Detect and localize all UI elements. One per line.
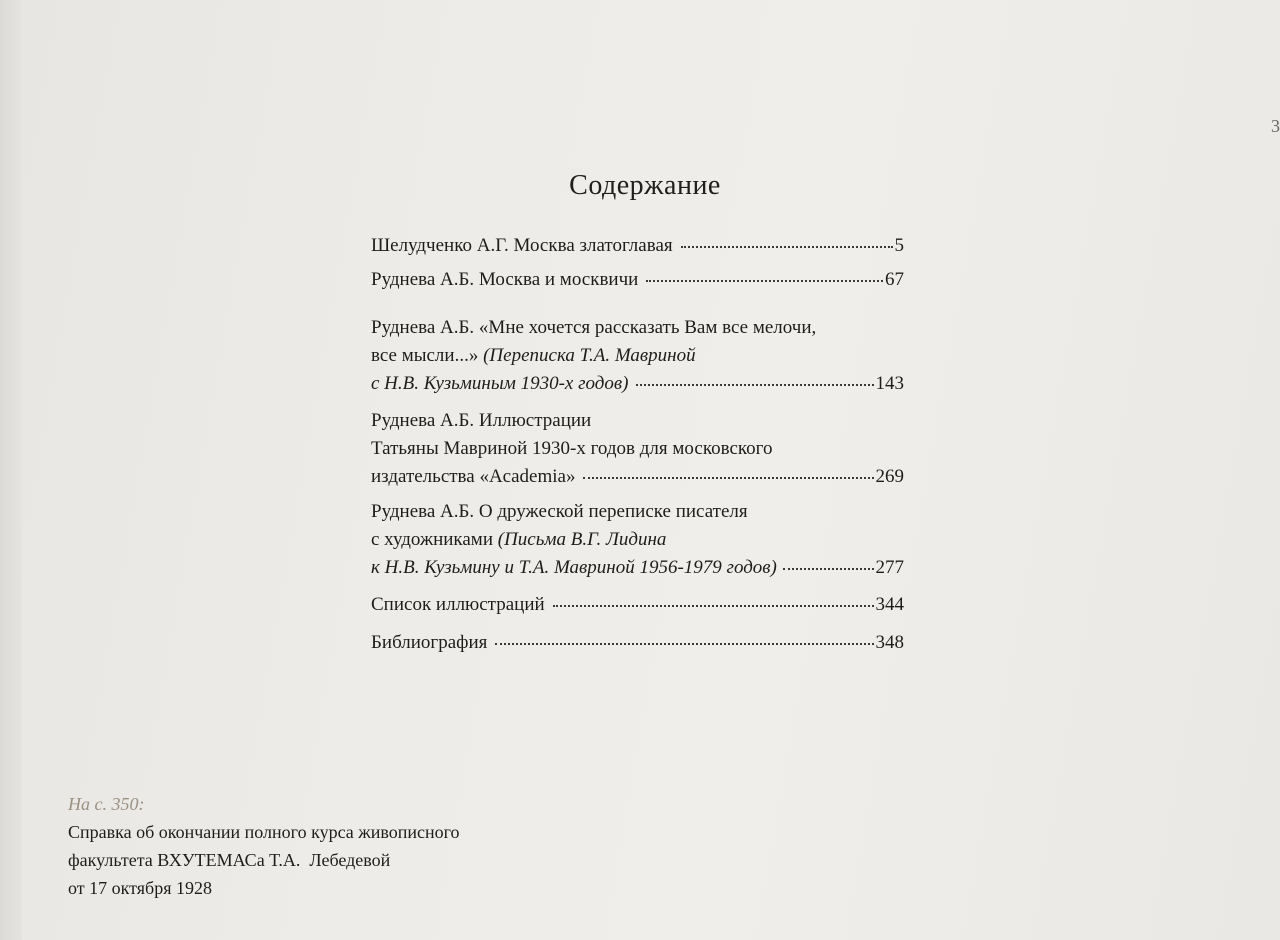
toc-entry bbox=[371, 407, 904, 491]
toc-entry-text: с художниками bbox=[371, 529, 498, 550]
toc-entry bbox=[371, 591, 904, 619]
leader-dots bbox=[636, 383, 873, 386]
toc-page-number: 269 bbox=[875, 466, 904, 487]
leader-dots bbox=[583, 476, 873, 479]
toc-entry-subtitle: к Н.В. Кузьмину и Т.А. Мавриной 1956-1979 годов) bbox=[371, 557, 777, 578]
toc-page-number: 5 bbox=[894, 235, 904, 256]
toc-entry-text: Руднева А.Б. Иллюстрации bbox=[371, 410, 592, 431]
toc-entry bbox=[371, 232, 904, 260]
caption-line: от 17 октября 1928 bbox=[68, 878, 212, 898]
toc-entry bbox=[371, 629, 904, 657]
toc-entry-subtitle: (Письма В.Г. Лидина bbox=[497, 529, 667, 550]
toc-page-number: 67 bbox=[885, 269, 904, 290]
toc-entry-text: Библиография bbox=[371, 632, 488, 653]
toc-entry-text: Руднева А.Б. «Мне хочется рассказать Вам все мелочи, bbox=[371, 317, 817, 338]
toc-entry bbox=[371, 314, 904, 398]
page-number-mark: 3 bbox=[1271, 116, 1280, 136]
page-edge bbox=[0, 0, 22, 940]
toc-entry-text: Руднева А.Б. Москва и москвичи bbox=[371, 269, 639, 290]
toc-entry-text: Татьяны Мавриной 1930-х годов для московского bbox=[371, 438, 773, 459]
toc-title: Содержание bbox=[569, 170, 721, 201]
toc-entry-text: Список иллюстраций bbox=[371, 594, 545, 615]
toc-entry-subtitle: (Переписка Т.А. Мавриной bbox=[483, 345, 696, 366]
leader-dots bbox=[495, 642, 873, 645]
illustration-caption bbox=[68, 790, 460, 902]
toc-entry bbox=[371, 266, 904, 294]
toc-entry-subtitle: с Н.В. Кузьминым 1930-х годов) bbox=[371, 373, 629, 394]
toc-entry-line bbox=[371, 342, 904, 370]
toc-entry-text: Руднева А.Б. О дружеской переписке писателя bbox=[371, 501, 748, 522]
toc-entry-text: издательства «Academia» bbox=[371, 466, 576, 487]
caption-line: Справка об окончании полного курса живописного bbox=[68, 822, 460, 842]
leader-dots bbox=[646, 279, 883, 282]
toc-entry-text: Шелудченко А.Г. Москва златоглавая bbox=[371, 235, 673, 256]
leader-dots bbox=[681, 245, 893, 248]
caption-label: На с. 350: bbox=[68, 794, 145, 814]
toc-page-number: 143 bbox=[875, 373, 904, 394]
toc-page-number: 348 bbox=[875, 632, 904, 653]
toc-entry-line bbox=[371, 526, 904, 554]
toc-page-number: 344 bbox=[875, 594, 904, 615]
toc-entry-text: все мысли...» bbox=[371, 345, 484, 366]
leader-dots bbox=[553, 604, 874, 607]
toc-entry bbox=[371, 498, 904, 582]
toc-page-number: 277 bbox=[875, 557, 904, 578]
leader-dots bbox=[783, 567, 874, 570]
caption-line: факультета ВХУТЕМАСа Т.А. Лебедевой bbox=[68, 850, 391, 870]
